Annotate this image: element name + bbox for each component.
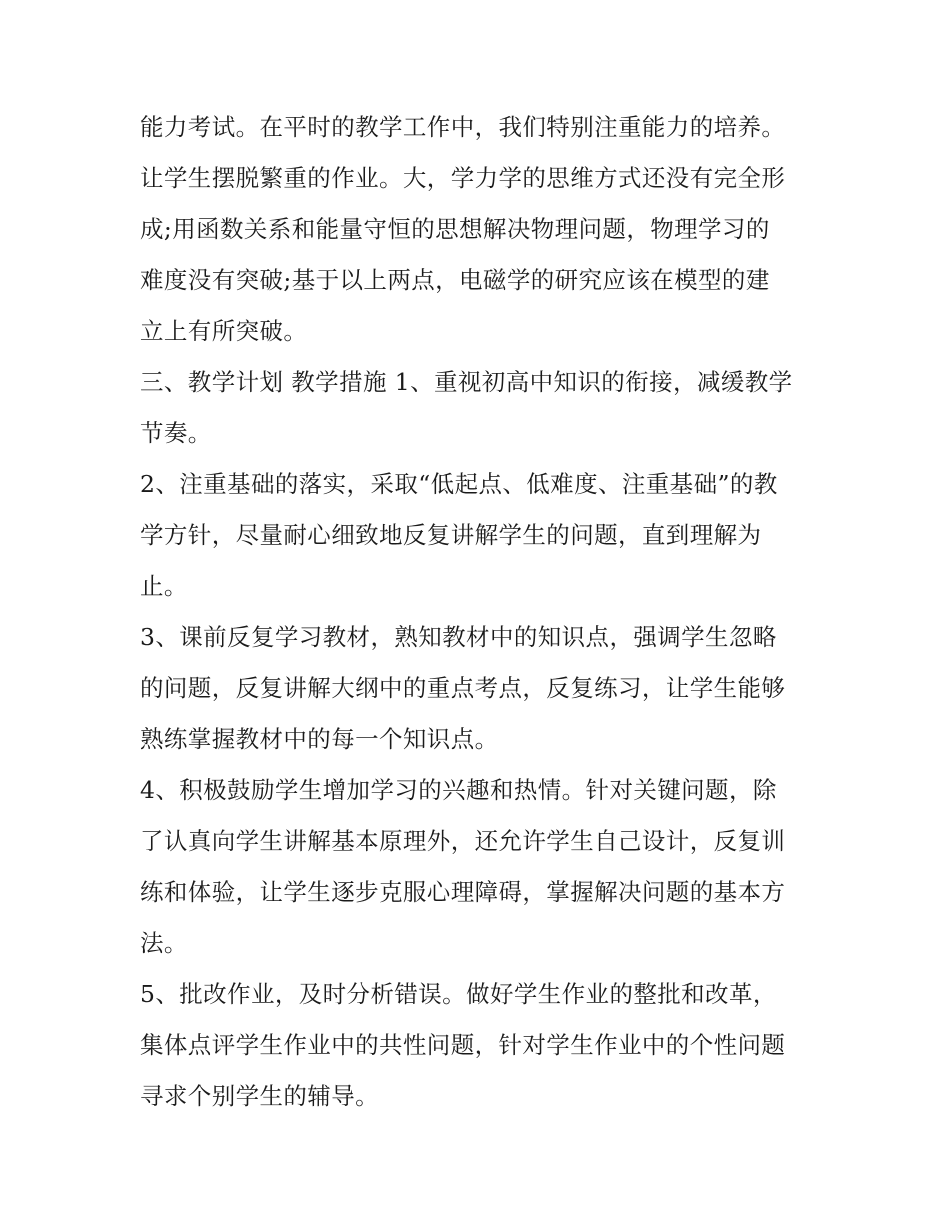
text-line: 寻求个别学生的辅导。 <box>140 1082 379 1110</box>
text-line: 4、积极鼓励学生增加学习的兴趣和热情。针对关键问题，除 <box>140 776 777 804</box>
text-line: 难度没有突破;基于以上两点，电磁学的研究应该在模型的建 <box>140 266 770 294</box>
text-line: 5、批改作业，及时分析错误。做好学生作业的整批和改革， <box>140 980 777 1008</box>
text-line: 止。 <box>140 572 188 600</box>
text-line: 熟练掌握教材中的每一个知识点。 <box>140 725 499 753</box>
text-line: 法。 <box>140 929 188 957</box>
document-body <box>140 102 820 1122</box>
text-line: 立上有所突破。 <box>140 317 308 345</box>
text-line: 2、注重基础的落实，采取“低起点、低难度、注重基础”的教 <box>140 470 778 498</box>
text-line: 能力考试。在平时的教学工作中，我们特别注重能力的培养。 <box>140 113 786 141</box>
text-line: 节奏。 <box>140 419 212 447</box>
text-line: 集体点评学生作业中的共性问题，针对学生作业中的个性问题 <box>140 1031 786 1059</box>
text-line: 了认真向学生讲解基本原理外，还允许学生自己设计，反复训 <box>140 827 786 855</box>
text-line: 三、教学计划 教学措施 1、重视初高中知识的衔接，减缓教学 <box>140 368 793 396</box>
text-line: 让学生摆脱繁重的作业。大，学力学的思维方式还没有完全形 <box>140 164 786 192</box>
text-line: 成;用函数关系和能量守恒的思想解决物理问题，物理学习的 <box>140 215 770 243</box>
text-line: 3、课前反复学习教材，熟知教材中的知识点，强调学生忽略 <box>140 623 777 651</box>
text-line: 的问题，反复讲解大纲中的重点考点，反复练习，让学生能够 <box>140 674 786 702</box>
text-line: 学方针，尽量耐心细致地反复讲解学生的问题，直到理解为 <box>140 521 762 549</box>
text-line: 练和体验，让学生逐步克服心理障碍，掌握解决问题的基本方 <box>140 878 786 906</box>
